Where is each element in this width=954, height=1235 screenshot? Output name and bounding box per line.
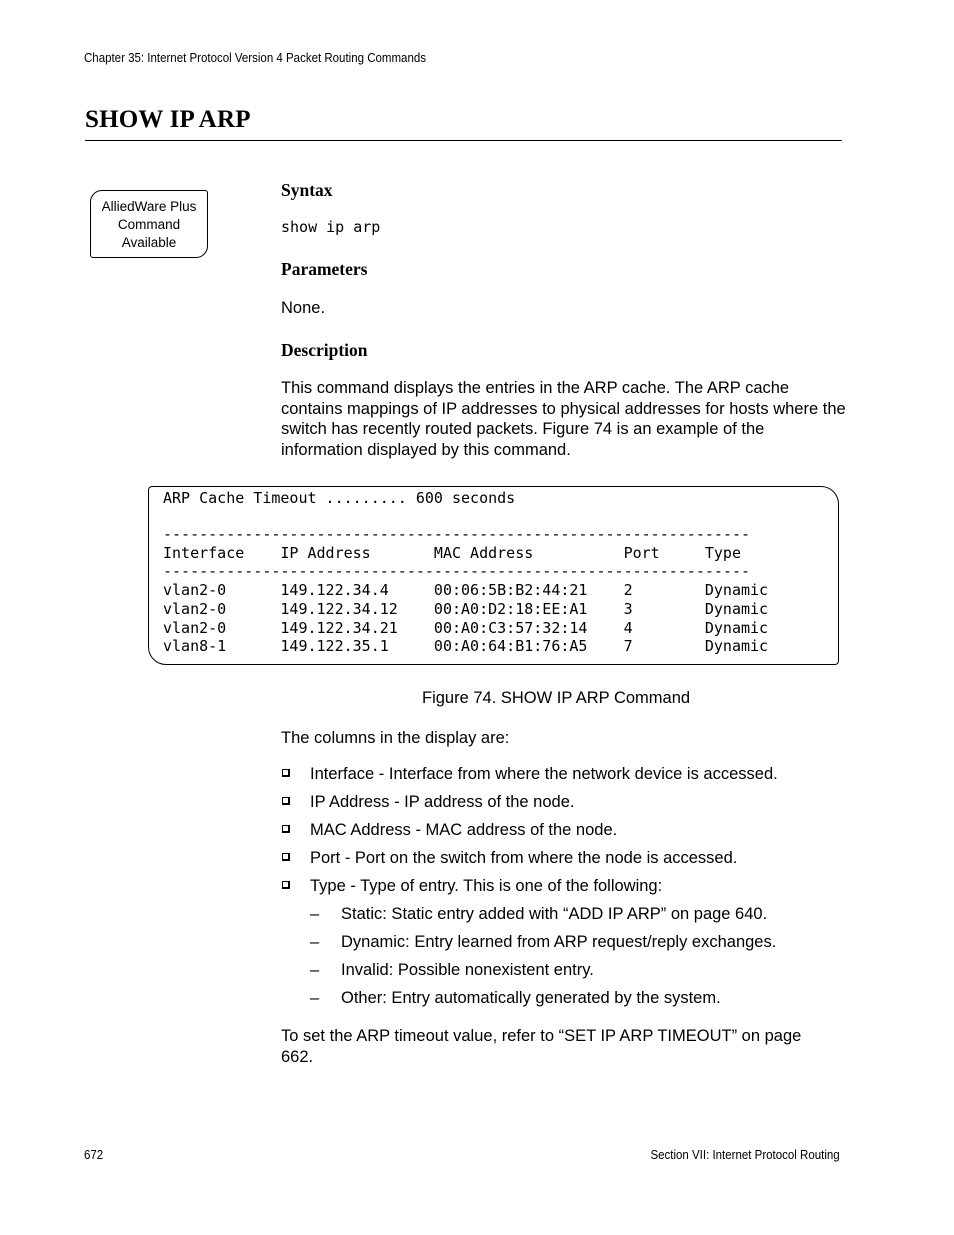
page-title: SHOW IP ARP [85, 106, 251, 133]
checkbox-bullet-icon [282, 853, 290, 861]
output-separator: ----------------------------------------------------------------- [163, 562, 750, 580]
sub-list-item [281, 904, 778, 932]
sub-list-item [281, 932, 778, 960]
sub-list-item-text: Other: Entry automatically generated by the system. [341, 989, 721, 1007]
list-item [281, 820, 778, 848]
output-row: vlan8-1 149.122.35.1 00:A0:64:B1:76:A5 7 Dynamic [163, 637, 769, 655]
list-item [281, 764, 778, 792]
list-item-text: MAC Address - MAC address of the node. [310, 821, 618, 839]
output-column-headers: Interface IP Address MAC Address Port Type [163, 544, 741, 562]
columns-intro: The columns in the display are: [281, 729, 510, 747]
checkbox-bullet-icon [282, 769, 290, 777]
title-rule [85, 140, 842, 141]
section-footer: Section VII: Internet Protocol Routing [650, 1148, 840, 1162]
dash-bullet-icon: – [310, 989, 320, 1007]
list-item-text: Interface - Interface from where the network device is accessed. [310, 765, 778, 783]
list-item [281, 792, 778, 820]
list-item-text: IP Address - IP address of the node. [310, 793, 575, 811]
description-text: This command displays the entries in the ARP cache. The ARP cache contains mappings of IP addresses to physical addresses for hosts where the switch has recently routed packets. Figure 74 is an example of the information displayed by this command. [281, 379, 846, 459]
figure-caption: Figure 74. SHOW IP ARP Command [422, 689, 691, 707]
availability-badge [90, 190, 208, 258]
availability-line-1: AlliedWare Plus [101, 199, 197, 214]
list-item [281, 876, 778, 904]
column-list [281, 764, 778, 1016]
output-row: vlan2-0 149.122.34.21 00:A0:C3:57:32:14 4 Dynamic [163, 619, 769, 637]
description-heading: Description [281, 340, 368, 360]
list-item [281, 848, 778, 876]
closing-text: To set the ARP timeout value, refer to “SET IP ARP TIMEOUT” on page 662. [281, 1027, 802, 1066]
dash-bullet-icon: – [310, 933, 320, 951]
parameters-text: None. [281, 299, 326, 317]
dash-bullet-icon: – [310, 905, 320, 923]
checkbox-bullet-icon [282, 825, 290, 833]
sub-list-item [281, 988, 778, 1016]
sub-list-item-text: Dynamic: Entry learned from ARP request/reply exchanges. [341, 933, 777, 951]
dash-bullet-icon: – [310, 961, 320, 979]
running-header: Chapter 35: Internet Protocol Version 4 Packet Routing Commands [84, 51, 426, 65]
sub-list-item-text: Invalid: Possible nonexistent entry. [341, 961, 594, 979]
sub-list-item-text: Static: Static entry added with “ADD IP ARP” on page 640. [341, 905, 768, 923]
parameters-heading: Parameters [281, 259, 368, 279]
availability-line-3: Available [121, 235, 177, 250]
availability-line-2: Command [117, 217, 181, 232]
checkbox-bullet-icon [282, 881, 290, 889]
list-item-text: Type - Type of entry. This is one of the following: [310, 877, 663, 895]
syntax-heading: Syntax [281, 180, 333, 200]
checkbox-bullet-icon [282, 797, 290, 805]
output-row: vlan2-0 149.122.34.4 00:06:5B:B2:44:21 2 Dynamic [163, 581, 769, 599]
list-item-text: Port - Port on the switch from where the node is accessed. [310, 849, 738, 867]
output-timeout-line: ARP Cache Timeout ......... 600 seconds [163, 489, 516, 507]
output-row: vlan2-0 149.122.34.12 00:A0:D2:18:EE:A1 3 Dynamic [163, 600, 769, 618]
output-separator: ----------------------------------------------------------------- [163, 525, 750, 543]
sub-list-item [281, 960, 778, 988]
page-number: 672 [84, 1148, 104, 1162]
command-output-figure [148, 486, 839, 665]
syntax-command: show ip arp [281, 218, 381, 236]
